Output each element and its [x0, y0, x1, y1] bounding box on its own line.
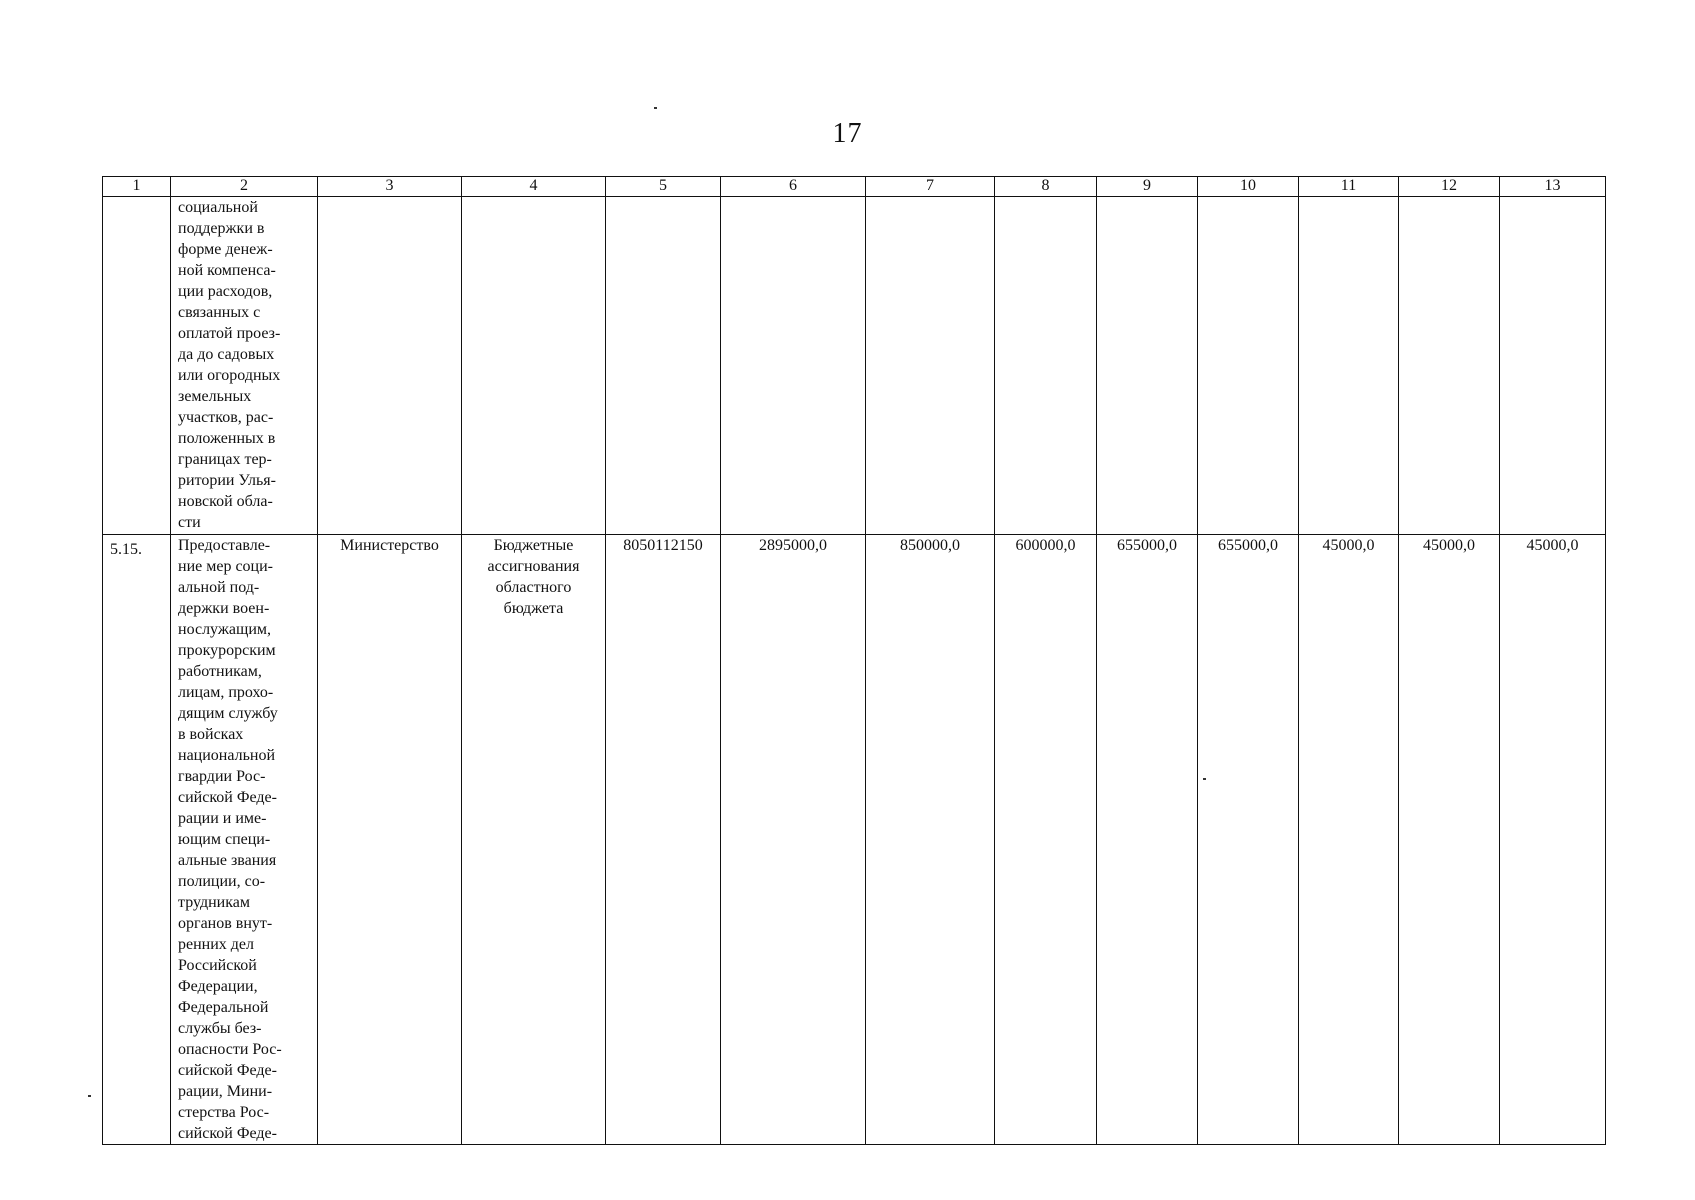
scan-speck: [654, 107, 657, 109]
col-header-12: 12: [1399, 177, 1500, 197]
col-header-5: 5: [606, 177, 721, 197]
row-number: 5.15.: [103, 535, 171, 1145]
measure-description: социальной поддержки в форме денеж- ной компенса- ции расходов, связанных с оплатой проез- да до садовых или огородных земельных участков, рас- положенных в границах тер- ритории Улья- новской обла- сти: [171, 197, 318, 535]
funding-source-cell: Бюджетные ассигнования областного бюджета: [462, 535, 606, 1145]
header-row: [103, 177, 1606, 197]
year-cell: 45000,0: [1399, 535, 1500, 1145]
executor-cell: [318, 197, 462, 535]
year-cell: [1198, 197, 1299, 535]
table-row: [103, 197, 1606, 535]
col-header-10: 10: [1198, 177, 1299, 197]
year-cell: [1299, 197, 1399, 535]
year-cell: [995, 197, 1097, 535]
total-cell: 2895000,0: [721, 535, 866, 1145]
year-cell: 600000,0: [995, 535, 1097, 1145]
year-cell: 655000,0: [1097, 535, 1198, 1145]
year-cell: 45000,0: [1500, 535, 1606, 1145]
row-number: [103, 197, 171, 535]
page-number: 17: [832, 118, 863, 149]
scan-speck: [88, 1095, 91, 1097]
funding-source-cell: [462, 197, 606, 535]
year-cell: [1097, 197, 1198, 535]
budget-table: [102, 176, 1606, 1145]
year-cell: 45000,0: [1299, 535, 1399, 1145]
year-cell: [866, 197, 995, 535]
table-row: [103, 535, 1606, 1145]
col-header-9: 9: [1097, 177, 1198, 197]
total-cell: [721, 197, 866, 535]
budget-code-cell: 8050112150: [606, 535, 721, 1145]
executor-cell: Министерство: [318, 535, 462, 1145]
year-cell: 850000,0: [866, 535, 995, 1145]
measure-description: Предоставле- ние мер соци- альной под- держки воен- нослужащим, прокурорским работникам, лицам, прохо- дящим службу в войсках национальной гвардии Рос- сийской Феде- рации и име- ющим специ- альные звания полиции, со- трудникам органов внут- ренних дел Российской Федерации, Федеральной службы без- опасности Рос- сийской Феде- рации, Мини- стерства Рос- сийской Феде-: [171, 535, 318, 1145]
col-header-7: 7: [866, 177, 995, 197]
col-header-4: 4: [462, 177, 606, 197]
year-cell: 655000,0: [1198, 535, 1299, 1145]
col-header-1: 1: [103, 177, 171, 197]
year-cell: [1399, 197, 1500, 535]
col-header-3: 3: [318, 177, 462, 197]
year-cell: [1500, 197, 1606, 535]
col-header-8: 8: [995, 177, 1097, 197]
col-header-6: 6: [721, 177, 866, 197]
budget-code-cell: [606, 197, 721, 535]
col-header-11: 11: [1299, 177, 1399, 197]
col-header-13: 13: [1500, 177, 1606, 197]
col-header-2: 2: [171, 177, 318, 197]
